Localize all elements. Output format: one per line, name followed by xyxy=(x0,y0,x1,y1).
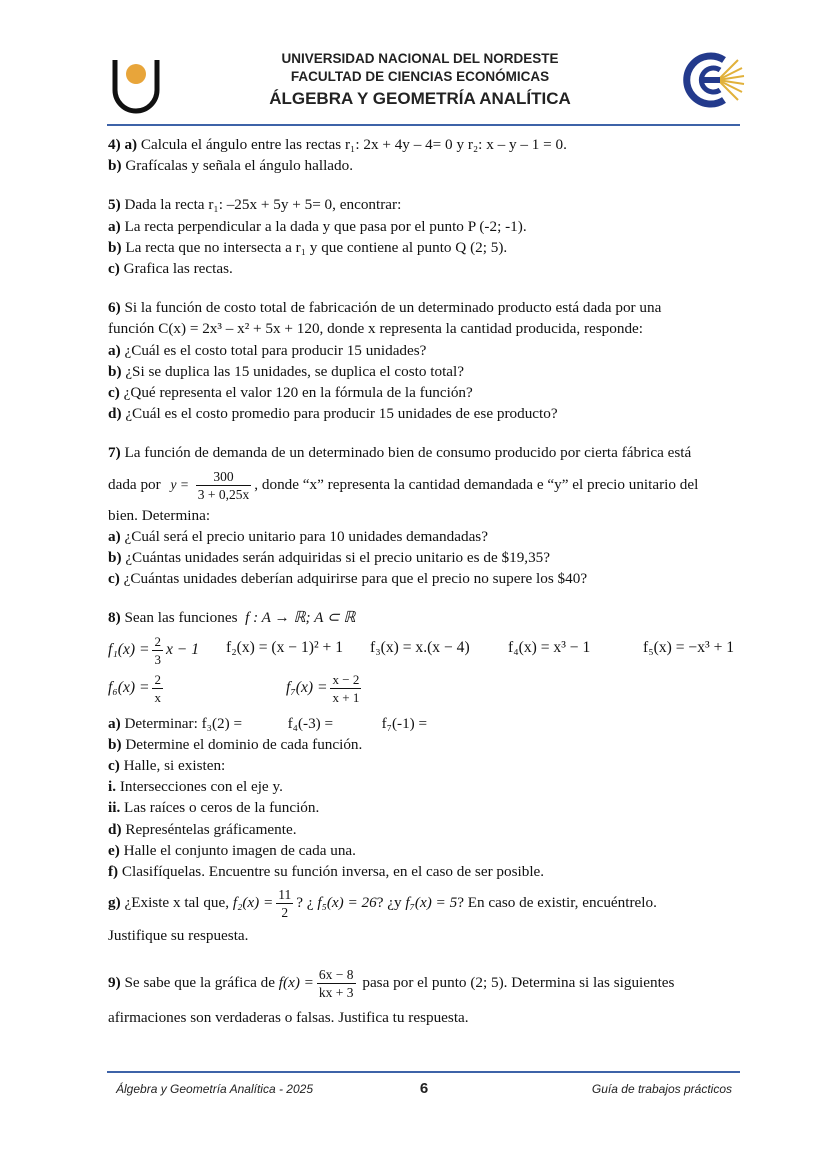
exercise-9: 9) Se sabe que la gráfica de f(x) = $\frac{6x - 8}{kx + 3}$ pasa por el punto (2; 5). Determina si las siguientes xyxy=(108,967,675,1001)
exercise-5-intro: 5) Dada la recta r₁: –25x + 5y + 5= 0, encontrar: xyxy=(108,196,402,214)
demand-denominator: 3 + 0,25x xyxy=(197,486,250,502)
exercise-content xyxy=(108,134,743,1029)
exercise-5a: a) La recta perpendicular a la dada y que pasa por el punto P (-2; -1). xyxy=(108,217,527,235)
footer-guide: Guía de trabajos prácticos xyxy=(591,1082,732,1096)
header-divider xyxy=(107,124,740,126)
exercise-6d: d) ¿Cuál es el costo promedio para producir 15 unidades de ese producto? xyxy=(108,405,558,423)
exercise-7b: b) ¿Cuántas unidades serán adquiridas si el precio unitario es de $19,35? xyxy=(108,549,551,567)
exercise-7-equation-line: dada por y = $\frac{300}{3 + 0,25x}$ , donde “x” representa la cantidad demandada e “y” el precio unitario del xyxy=(108,468,699,502)
exercise-4b: b) Grafícalas y señala el ángulo hallado. xyxy=(108,157,354,175)
function-f6: f₆(x) = $\frac{2}{x}$ xyxy=(108,671,161,705)
exercise-6b: b) ¿Si se duplica las 15 unidades, se duplica el costo total? xyxy=(108,362,464,380)
faculty-logo-icon xyxy=(676,48,746,112)
set-definition: f : A → ℝ; A ⊂ ℝ xyxy=(245,609,356,627)
demand-fraction xyxy=(196,468,252,503)
demand-eq-lhs: y = xyxy=(170,476,189,492)
exercise-8g-2: Justifique su respuesta. xyxy=(108,927,249,945)
function-f3: f₃(x) = x.(x − 4) xyxy=(370,638,470,656)
exercise-8f: f) Clasifíquelas. Encuentre su función inversa, en el caso de ser posible. xyxy=(108,863,545,881)
exercise-8c-ii: ii. Las raíces o ceros de la función. xyxy=(108,799,320,817)
exercise-8c: c) Halle, si existen: xyxy=(108,757,226,775)
demand-numerator: 300 xyxy=(196,468,252,486)
exercise-6c: c) ¿Qué representa el valor 120 en la fórmula de la función? xyxy=(108,384,473,402)
footer-course: Álgebra y Geometría Analítica - 2025 xyxy=(116,1082,313,1096)
exercise-8d: d) Represéntelas gráficamente. xyxy=(108,820,297,838)
header-title-block xyxy=(220,50,620,111)
exercise-8e: e) Halle el conjunto imagen de cada una. xyxy=(108,841,356,859)
university-name: UNIVERSIDAD NACIONAL DEL NORDESTE xyxy=(281,51,559,66)
university-logo-icon xyxy=(110,52,162,114)
function-f7: f₇(x) = $\frac{x - 2}{x + 1}$ xyxy=(286,671,360,705)
course-title: ÁLGEBRA Y GEOMETRÍA ANALÍTICA xyxy=(269,89,571,108)
exercise-8b: b) Determine el dominio de cada función. xyxy=(108,735,363,753)
exercise-8c-i: i. Intersecciones con el eje y. xyxy=(108,778,283,796)
function-f2: f₂(x) = (x − 1)² + 1 xyxy=(226,638,344,656)
exercise-4a: 4) a) Calcula el ángulo entre las rectas r₁: 2x + 4y – 4= 0 y r₂: x – y – 1 = 0. xyxy=(108,136,567,153)
exercise-7-intro-3: bien. Determina: xyxy=(108,506,211,524)
footer-divider xyxy=(107,1071,740,1073)
function-f4: f₄(x) = x³ − 1 xyxy=(508,638,591,656)
exercise-7a: a) ¿Cuál será el precio unitario para 10 unidades demandadas? xyxy=(108,527,488,545)
function-f5: f₅(x) = −x³ + 1 xyxy=(643,638,735,656)
exercise-7-intro: 7) La función de demanda de un determinado bien de consumo producido por cierta fábrica está xyxy=(108,444,692,462)
page-header xyxy=(0,0,828,128)
functions-row-1 xyxy=(108,629,743,669)
exercise-6-intro: 6) Si la función de costo total de fabricación de un determinado producto está dada por una xyxy=(108,299,662,317)
exercise-9-2: afirmaciones son verdaderas o falsas. Justifica tu respuesta. xyxy=(108,1009,469,1027)
exercise-6-intro-2: función C(x) = 2x³ – x² + 5x + 120, donde x representa la cantidad producida, responde: xyxy=(108,320,644,338)
page-number: 6 xyxy=(419,1080,429,1097)
exercise-5c: c) Grafica las rectas. xyxy=(108,260,233,278)
faculty-name: FACULTAD DE CIENCIAS ECONÓMICAS xyxy=(290,69,550,84)
exercise-7c: c) ¿Cuántas unidades deberían adquirirse para que el precio no supere los $40? xyxy=(108,570,588,588)
exercise-8a: a) Determinar: f₃(2) = f₄(-3) = f₇(-1) = xyxy=(108,714,428,732)
function-f1: f₁(x) = $\frac{2}{3}$ x − 1 xyxy=(108,633,200,667)
exercise-8-intro: 8) Sean las funciones f : A → ℝ; A ⊂ ℝ xyxy=(108,609,356,627)
exercise-8g: g) ¿Existe x tal que, f₂(x) = $\frac{11}{2}$ ? ¿ f₅(x) = 26? ¿y f₇(x) = 5? En caso de existir, encuéntrelo. xyxy=(108,887,657,921)
functions-row-2 xyxy=(108,669,743,713)
exercise-6a: a) ¿Cuál es el costo total para producir 15 unidades? xyxy=(108,341,427,359)
exercise-5b: b) La recta que no intersecta a r₁ y que contiene al punto Q (2; 5). xyxy=(108,238,508,256)
